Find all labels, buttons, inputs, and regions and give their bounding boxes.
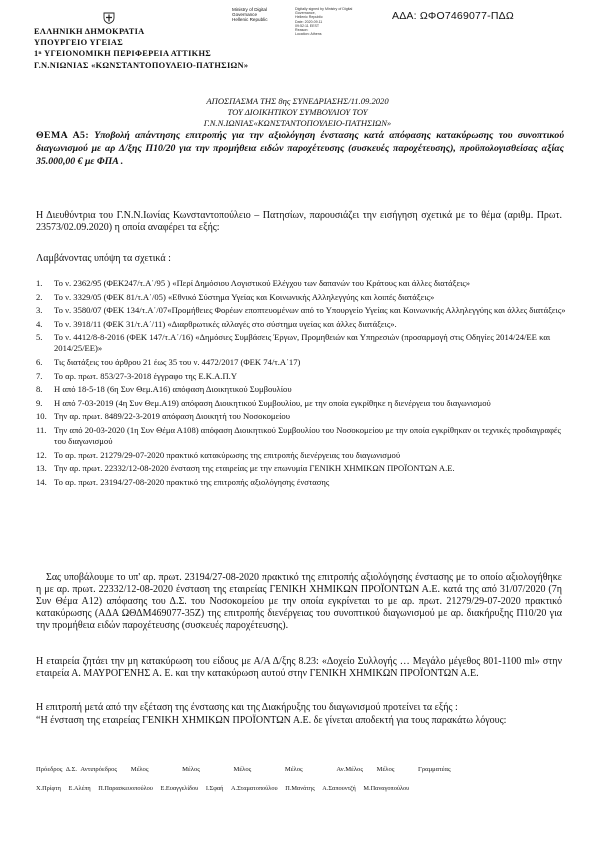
member-name: Α.Σαπουντζή [322, 785, 356, 792]
ada-number: ΑΔΑ: ΩΦΟ7469077-ΠΔΩ [392, 10, 514, 22]
item-text: Την αρ. πρωτ. 8489/22-3-2019 απόφαση Διοικητή του Νοσοκομείου [54, 411, 290, 422]
header-republic: ΕΛΛΗΝΙΚΗ ΔΗΜΟΚΡΑΤΙΑ [34, 27, 145, 36]
item-text: Την αρ. πρωτ. 22332/12-08-2020 ένσταση της εταιρείας με την επωνυμία ΓΕΝΙΚΗ ΧΗΜΙΚΩΝ ΠΡΟΪΟΝΤΩΝ Α.Ε. [54, 463, 455, 474]
header-ministry: ΥΠΟΥΡΓΕΙΟ ΥΓΕΙΑΣ [34, 38, 124, 47]
item-text: Το ν. 3918/11 (ΦΕΚ 31/τ.Α΄/11) «Διαρθρωτικές αλλαγές στο σύστημα υγείας και άλλες διατάξεις». [54, 318, 397, 329]
item-text: Τις διατάξεις του άρθρου 21 έως 35 του ν. 4472/2017 (ΦΕΚ 74/τ.Α΄17) [54, 356, 301, 367]
excerpt-line-1: ΑΠΟΣΠΑΣΜΑ ΤΗΣ 8ης ΣΥΝΕΔΡΙΑΣΗΣ/11.09.2020 [206, 96, 389, 106]
item-text: Η από 7-03-2019 (4η Συν Θεμ.Α19) απόφαση Διοικητικού Συμβουλίου, με την οποία εγκρίθηκε η διενέργεια του διαγωνισμού [54, 397, 491, 408]
item-number: 9. [36, 397, 43, 408]
signature-data-line: Location: Athens [295, 32, 322, 37]
signature-data-line: Reason: [295, 28, 309, 33]
signature-data-line: Hellenic Republic [295, 15, 323, 20]
digital-signature-label [232, 7, 292, 22]
list-item [36, 357, 566, 368]
list-item [36, 319, 566, 330]
role-label: Πρόεδρος Δ.Σ. Αντιπρόεδρος [36, 766, 118, 773]
list-item [36, 371, 566, 382]
role-label: Μέλος [130, 766, 149, 773]
board-names-row [36, 785, 566, 792]
list-item [36, 463, 566, 474]
list-item [36, 278, 566, 289]
excerpt-line-2: ΤΟΥ ΔΙΟΙΚΗΤΙΚΟΥ ΣΥΜΒΟΥΛΙΟΥ ΤΟΥ [227, 107, 368, 117]
item-number: 11. [36, 424, 47, 435]
subject-text: Υποβολή απάντησης επιτροπής για την αξιολόγηση ένστασης κατά απόφασης κατακύρωσης του συνοπτικού διαγωνισμού με αρ Δ/ξης Π10/20 για την προμήθεια ειδών παροχέτευσης (συσκευές παροχέτευσης), προϋπολογισθείσας αξίας 35.000,00 € με ΦΠΑ . [36, 130, 565, 167]
member-name: Α.Σταματοπούλου [231, 785, 278, 792]
member-name: Π.Μανάτης [285, 785, 315, 792]
item-number: 5. [36, 332, 43, 343]
member-name: Ε.Αλέπη [68, 785, 91, 792]
item-number: 1. [36, 278, 43, 288]
role-label: Μέλος [233, 766, 252, 773]
signature-data-line: 09:52:11 EEST [295, 23, 320, 28]
header-hospital: Γ.Ν.ΝΙΩΝΙΑΣ «ΚΩΝΣΤΑΝΤΟΠΟΥΛΕΙΟ-ΠΑΤΗΣΙΩΝ» [34, 61, 249, 70]
item-text: Το ν. 2362/95 (ΦΕΚ247/τ.Α΄/95 ) «Περί Δημόσιου Λογιστικού Ελέγχου των δαπανών του Κράτους και άλλες διατάξεις» [54, 278, 471, 288]
board-roles-row [36, 766, 566, 773]
item-number: 13. [36, 463, 47, 474]
subject-label: ΘΕΜΑ Α5: [36, 130, 90, 141]
quote-paragraph: “Η ένσταση της εταιρείας ΓΕΝΙΚΗ ΧΗΜΙΚΩΝ ΠΡΟΪΟΝΤΩΝ Α.Ε. δε γίνεται αποδεκτή για τους παρακάτω λόγους: [36, 715, 507, 726]
role-label: Αν.Μέλος [336, 766, 363, 773]
signature-line: Governance [232, 12, 258, 17]
signature-data-line: Digitally signed by Ministry of Digital [295, 7, 353, 11]
item-number: 12. [36, 449, 47, 460]
member-name: Μ.Παναγοπούλου [363, 785, 410, 792]
signature-line: Ministry of Digital [232, 7, 267, 12]
signature-line: Hellenic Republic [232, 17, 268, 22]
item-text: Το αρ. πρωτ. 853/27-3-2018 έγγραφο της Ε.Κ.Α.Π.Υ [54, 370, 238, 381]
member-name: Ε.Ευαγγελίδου [160, 785, 199, 792]
submission-paragraph: Σας υποβάλουμε το υπ' αρ. πρωτ. 23194/27-08-2020 πρακτικό της επιτροπής αξιολόγησης ένστασης με το οποίο αξιολογήθηκε η με αρ. πρωτ. 22332/12-08-2020 ένσταση της εταιρείας ΓΕΝΙΚΗ ΧΗΜΙΚΩΝ ΠΡΟΪΟΝΤΩΝ Α.Ε. κατά της από 31/07/2020 (7η Συν Θέμα Α12) απόφασης του Δ.Σ. του Νοσοκομείου με την οποία εγκρίνεται το με αρ. πρωτ. 21279/29-07-2020 πρακτικό κατακύρωσης (ΑΔΑ ΩΘΔΜ469077-35Ζ) της επιτροπής διενέργειας του συνοπτικού διαγωνισμού με αρ. διακήρυξης Π10/20 για την προμήθεια ειδών παροχέτευσης (συσκευές παροχέτευσης). [36, 572, 562, 631]
item-number: 4. [36, 318, 43, 329]
references-list [36, 278, 566, 490]
list-item [36, 305, 566, 316]
item-number: 7. [36, 370, 43, 381]
committee-paragraph: Η επιτροπή μετά από την εξέταση της ένστασης και της Διακήρυξης του διαγωνισμού προτείνει τα εξής : [36, 702, 458, 713]
item-text: Το αρ. πρωτ. 23194/27-08-2020 πρακτικό της επιτροπής αξιολόγησης ένστασης [54, 476, 330, 487]
role-label: Μέλος [284, 766, 303, 773]
signature-data-line: Date: 2020.09.11 [295, 19, 323, 24]
item-text: Το ν. 3329/05 (ΦΕΚ 81/τ.Α΄/05) «Εθνικό Σύστημα Υγείας και Κοινωνικής Αλληλεγγύης και λοιπές διατάξεις» [54, 291, 435, 302]
item-text: Την από 20-03-2020 (1η Συν Θέμα Α108) απόφαση Διοικητικού Συμβουλίου του Νοσοκομείου με την οποία εγκρίθηκαν οι τεχνικές προδιαγραφές του διαγωνισμού [54, 424, 561, 446]
item-text: Το αρ. πρωτ. 21279/29-07-2020 πρακτικό κατακύρωσης της επιτροπής διενέργειας του διαγωνισμού [54, 449, 401, 460]
intro-paragraph: Η Διευθύντρια του Γ.Ν.Ν.Ιωνίας Κωνσταντοπούλειο – Πατησίων, παρουσιάζει την εισήγηση σχετικά με το θέμα (αριθμ. Πρωτ. 23573/02.09.2020) η οποία αναφέρει τα εξής: [36, 210, 562, 233]
role-label: Μέλος [376, 766, 395, 773]
item-number: 8. [36, 384, 43, 395]
considering-heading: Λαμβάνοντας υπόψη τα σχετικά : [36, 253, 171, 264]
member-name: Π.Παρασκευοπούλου [98, 785, 153, 792]
list-item [36, 332, 566, 354]
member-name: Ι.Σφαή [205, 785, 224, 792]
item-text: Το ν. 4412/8-8-2016 (ΦΕΚ 147/τ.Α΄/16) «Δημόσιες Συμβάσεις Έργων, Προμηθειών και Υπηρεσιών (προσαρμογή στις Οδηγίες 2014/24/ΕΕ και 2014/25/ΕΕ)» [54, 332, 551, 354]
item-text: Η από 18-5-18 (6η Συν Θεμ.Α16) απόφαση Διοικητικού Συμβουλίου [54, 384, 292, 395]
list-item [36, 384, 566, 395]
item-number: 2. [36, 291, 43, 302]
list-item [36, 477, 566, 488]
item-number: 10. [36, 411, 47, 422]
greek-emblem-icon [103, 12, 115, 24]
role-label: Μέλος [182, 766, 200, 773]
company-request-paragraph: Η εταιρεία ζητάει την μη κατακύρωση του είδους με Α/Α Δ/ξης 8.23: «Δοχείο Συλλογής … Μεγάλο μέγεθος 801-1100 ml» στην εταιρεία Α. ΜΑΥΡΟΓΕΝΗΣ Α. Ε. και την κατακύρωση αυτού στην ΓΕΝΙΚΗ ΧΗΜΙΚΩΝ ΠΡΟΪΟΝΤΩΝ Α.Ε. [36, 656, 562, 679]
list-item [36, 450, 566, 461]
role-label: Γραμματέας [418, 766, 451, 773]
list-item [36, 398, 566, 409]
member-name: Χ.Πρίφτη [36, 785, 61, 792]
list-item [36, 425, 566, 447]
item-text: Το ν. 3580/07 (ΦΕΚ 134/τ.Α΄/07«Προμήθειες Φορέων εποπτευομένων από το Υπουργείο Υγείας και Κοινωνικής Αλληλεγγύης και άλλες διατάξεις» [54, 305, 566, 316]
list-item [36, 292, 566, 303]
signature-data-line: Governance, [295, 11, 316, 16]
digital-signature-data [295, 7, 355, 36]
header-region: 1ⁿ ΥΓΕΙΟΝΟΜΙΚΗ ΠΕΡΙΦΕΡΕΙΑ ΑΤΤΙΚΗΣ [34, 49, 212, 58]
subject [36, 129, 564, 168]
list-item [36, 411, 566, 422]
item-number: 14. [36, 476, 47, 487]
item-number: 6. [36, 356, 43, 367]
excerpt-line-3: Γ.Ν.Ν.ΙΩΝΙΑΣ«ΚΩΝΣΤΑΝΤΟΠΟΥΛΕΙΟ-ΠΑΤΗΣΙΩΝ» [203, 118, 392, 128]
item-number: 3. [36, 305, 43, 316]
